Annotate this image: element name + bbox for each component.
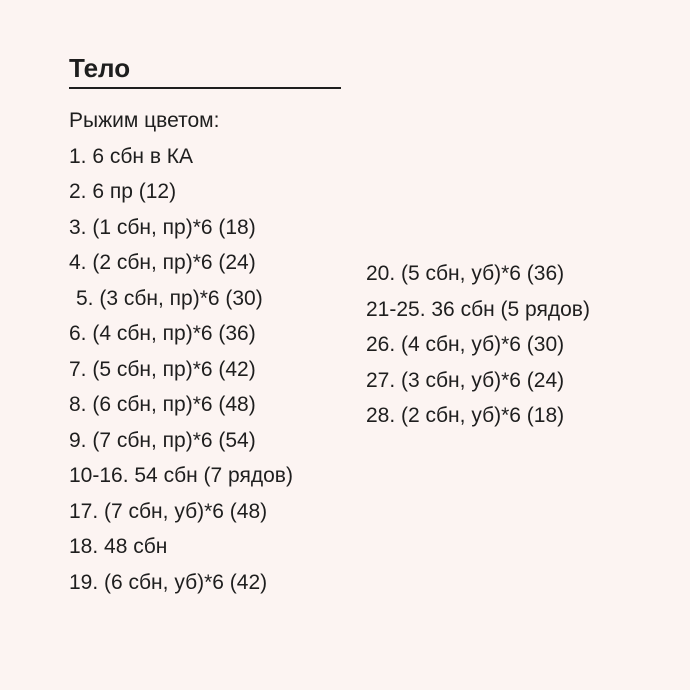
row-instruction: 7. (5 сбн, пр)*6 (42)	[69, 357, 256, 381]
row-instruction: 20. (5 сбн, уб)*6 (36)	[366, 262, 565, 285]
row-instruction: 1. 6 сбн в КА	[69, 144, 194, 168]
instructions-left-column	[69, 103, 293, 600]
row-instruction: 21-25. 36 сбн (5 рядов)	[366, 297, 590, 321]
row-instruction: 5. (3 сбн, пр)*6 (30)	[76, 286, 263, 310]
row-instruction: 28. (2 сбн, уб)*6 (18)	[366, 404, 565, 427]
section-intro: Рыжим цветом:	[69, 109, 220, 132]
row-instruction: 9. (7 сбн, пр)*6 (54)	[69, 428, 256, 452]
row-instruction: 10-16. 54 сбн (7 рядов)	[69, 464, 293, 487]
instructions-right-column	[366, 256, 590, 434]
row-instruction: 6. (4 сбн, пр)*6 (36)	[69, 322, 256, 345]
row-instruction: 17. (7 сбн, уб)*6 (48)	[69, 499, 268, 523]
title-underline	[69, 87, 341, 89]
page-title: Тело	[69, 53, 131, 83]
row-instruction: 4. (2 сбн, пр)*6 (24)	[69, 251, 256, 274]
row-instruction: 2. 6 пр (12)	[69, 180, 177, 203]
row-instruction: 8. (6 сбн, пр)*6 (48)	[69, 393, 256, 416]
row-instruction: 3. (1 сбн, пр)*6 (18)	[69, 215, 256, 239]
row-instruction: 26. (4 сбн, уб)*6 (30)	[366, 333, 565, 356]
row-instruction: 27. (3 сбн, уб)*6 (24)	[366, 368, 565, 392]
row-instruction: 19. (6 сбн, уб)*6 (42)	[69, 570, 268, 594]
row-instruction: 18. 48 сбн	[69, 535, 168, 558]
